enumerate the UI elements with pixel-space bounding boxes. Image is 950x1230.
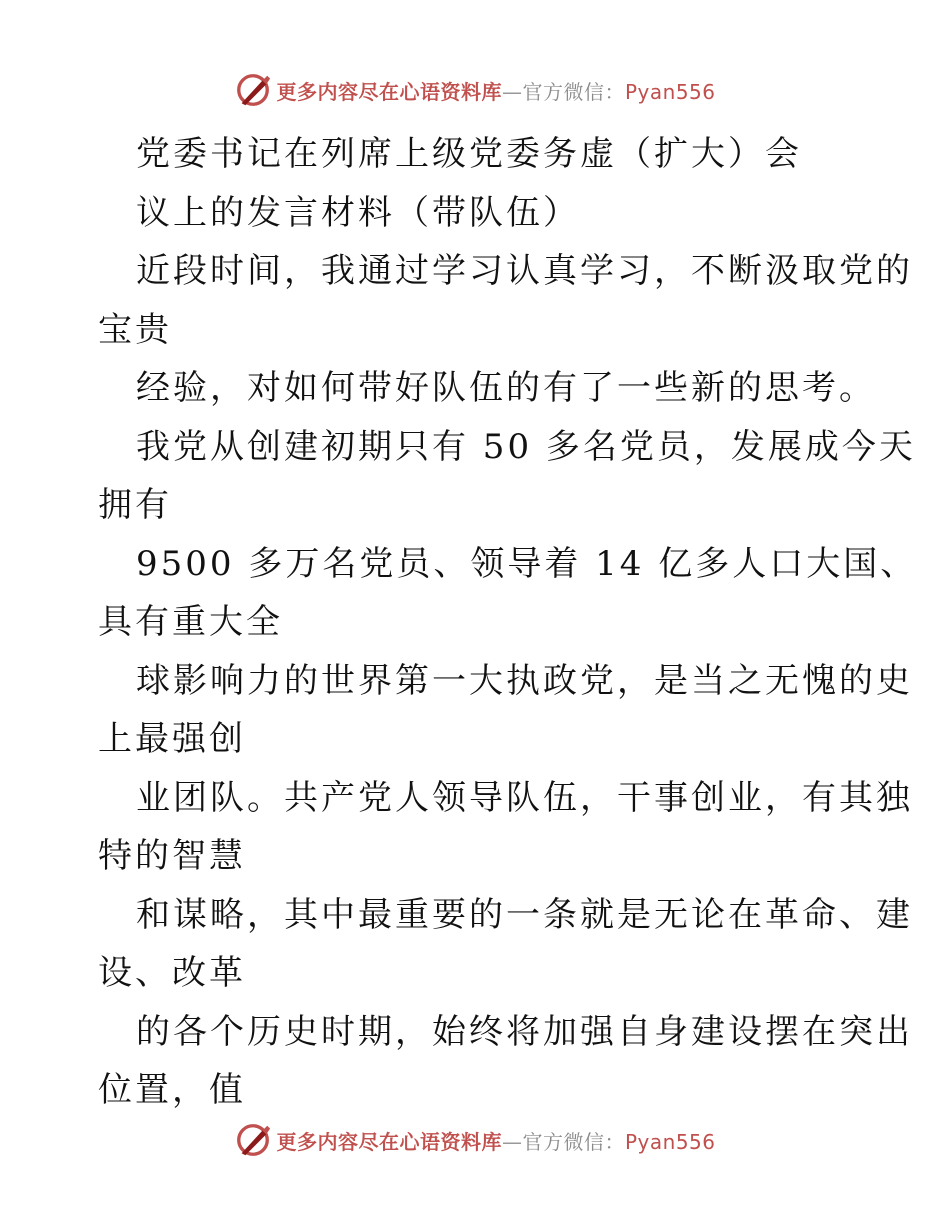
header-wechat-id: Pyan556: [624, 79, 716, 104]
paragraph-line: 具有重大全: [98, 602, 283, 642]
title-line-2: 议上的发言材料（带队伍）: [136, 192, 580, 233]
paragraph-line: 的各个历史时期，始终将加强自身建设摆在突出: [136, 1011, 913, 1052]
footer-official-label: 官方微信：: [522, 1129, 625, 1154]
header-banner: [0, 70, 950, 110]
title-line-1: 党委书记在列席上级党委务虚（扩大）会: [136, 134, 802, 174]
pen-circle-logo-icon: [234, 71, 272, 109]
paragraph-line: 和谋略，其中最重要的一条就是无论在革命、建: [136, 894, 913, 935]
header-dash: —: [501, 79, 523, 104]
footer-main-text: 更多内容尽在心语资料库: [276, 1129, 502, 1154]
header-official-label: 官方微信：: [522, 79, 625, 104]
header-main-text: 更多内容尽在心语资料库: [276, 79, 502, 104]
paragraph-line: 上最强创: [98, 719, 246, 759]
paragraph-line: 位置，值: [98, 1070, 246, 1110]
footer-banner: [0, 1120, 950, 1160]
pen-circle-logo-icon: [234, 1121, 272, 1159]
paragraph-line: 拥有: [98, 485, 172, 525]
document-body: [98, 125, 918, 1120]
paragraph-line: 业团队。共产党人领导队伍，干事创业，有其独: [136, 777, 913, 818]
paragraph-line: 9500 多万名党员、领导着 14 亿多人口大国、: [136, 543, 918, 584]
footer-wechat-id: Pyan556: [624, 1129, 716, 1154]
footer-dash: —: [501, 1129, 523, 1154]
paragraph-line: 我党从创建初期只有 50 多名党员，发展成今天: [136, 426, 916, 467]
paragraph-line: 特的智慧: [98, 836, 246, 876]
paragraph-line: 球影响力的世界第一大执政党，是当之无愧的史: [136, 660, 913, 701]
paragraph-line: 近段时间，我通过学习认真学习，不断汲取党的: [136, 251, 913, 291]
paragraph-line: 设、改革: [98, 953, 246, 993]
paragraph-line: 经验，对如何带好队伍的有了一些新的思考。: [136, 368, 876, 408]
paragraph-line: 宝贵: [98, 309, 172, 350]
